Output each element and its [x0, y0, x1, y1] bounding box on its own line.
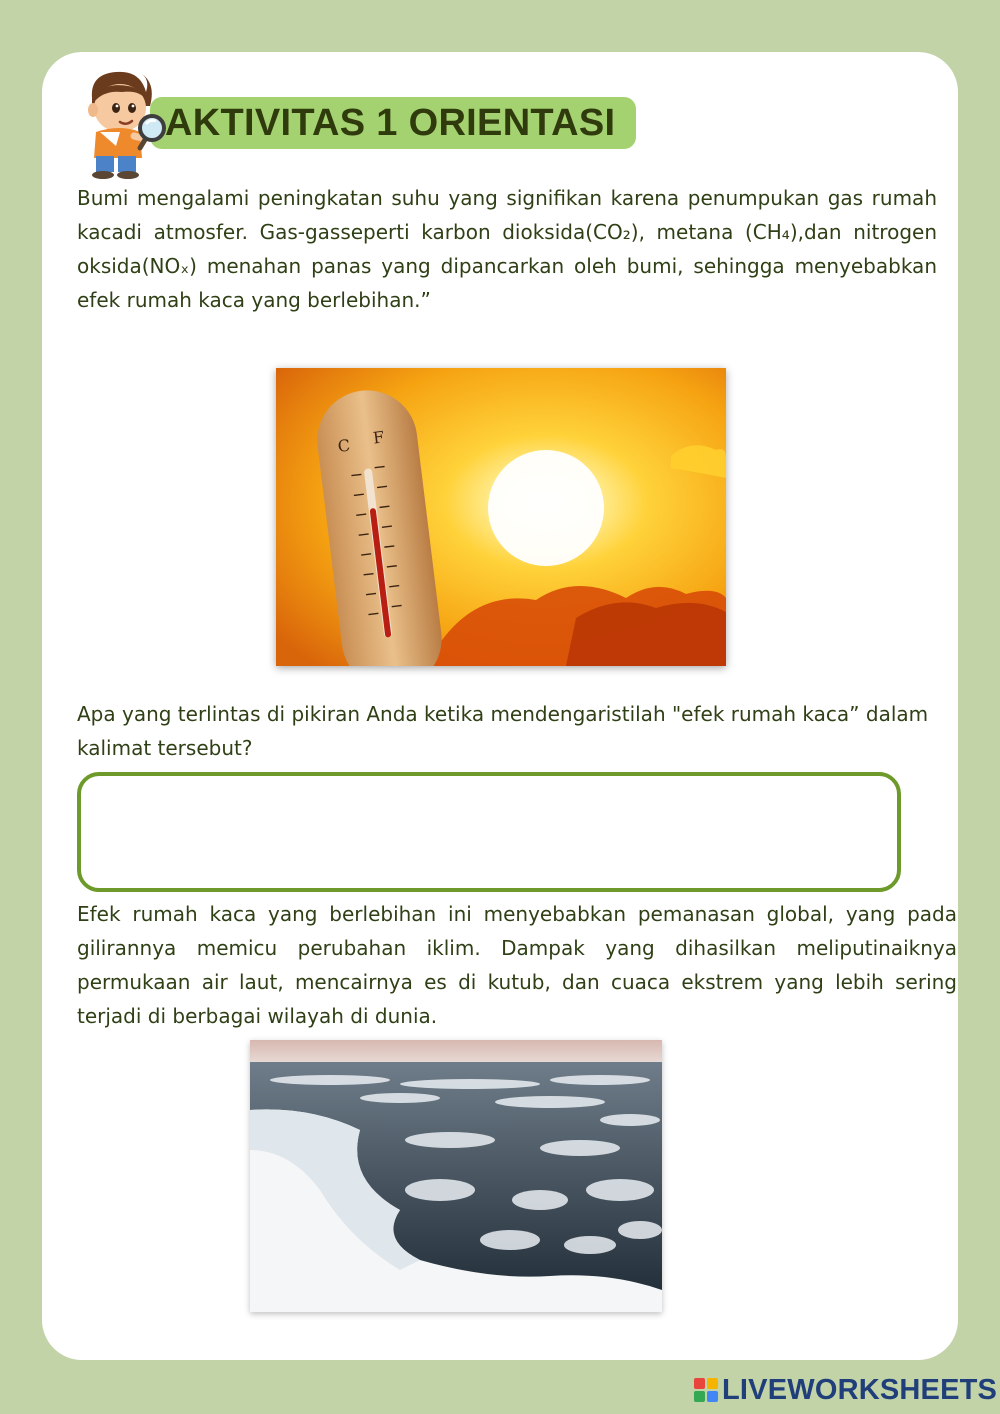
impact-paragraph: Efek rumah kaca yang berlebihan ini menyebabkan pemanasan global, yang pada gilirannya memicu perubahan iklim. Dampak yang dihasilkan meliputinaiknya permukaan air laut, mencairnya es di kutub, dan cuaca ekstrem yang lebih sering terjadi di berbagai wilayah di dunia.: [77, 902, 957, 1028]
liveworksheets-mark-icon: [694, 1378, 718, 1402]
thermometer-sun-icon: [276, 368, 726, 666]
svg-text:F: F: [371, 427, 386, 448]
melting-sea-ice-icon: [250, 1040, 662, 1312]
question-text: Apa yang terlintas di pikiran Anda ketika mendengaristilah "efek rumah kaca” dalam kalimat tersebut?: [77, 702, 929, 760]
intro-paragraph: Bumi mengalami peningkatan suhu yang signifikan karena penumpukan gas rumah kacadi atmosfer. Gas-gasseperti karbon dioksida(CO₂), metana (CH₄),dan nitrogen oksida(NOₓ) menahan panas yang dipancarkan oleh bumi, sehingga menyebabkan efek rumah kaca yang berlebihan.”: [77, 186, 937, 312]
page-title: AKTIVITAS 1 ORIENTASI: [165, 102, 616, 144]
liveworksheets-logo: [694, 1374, 997, 1406]
answer-input[interactable]: [77, 772, 901, 892]
boy-with-magnifying-glass-icon: [70, 66, 168, 180]
brand-name: LIVEWORKSHEETS: [722, 1373, 998, 1406]
svg-text:C: C: [336, 435, 352, 456]
